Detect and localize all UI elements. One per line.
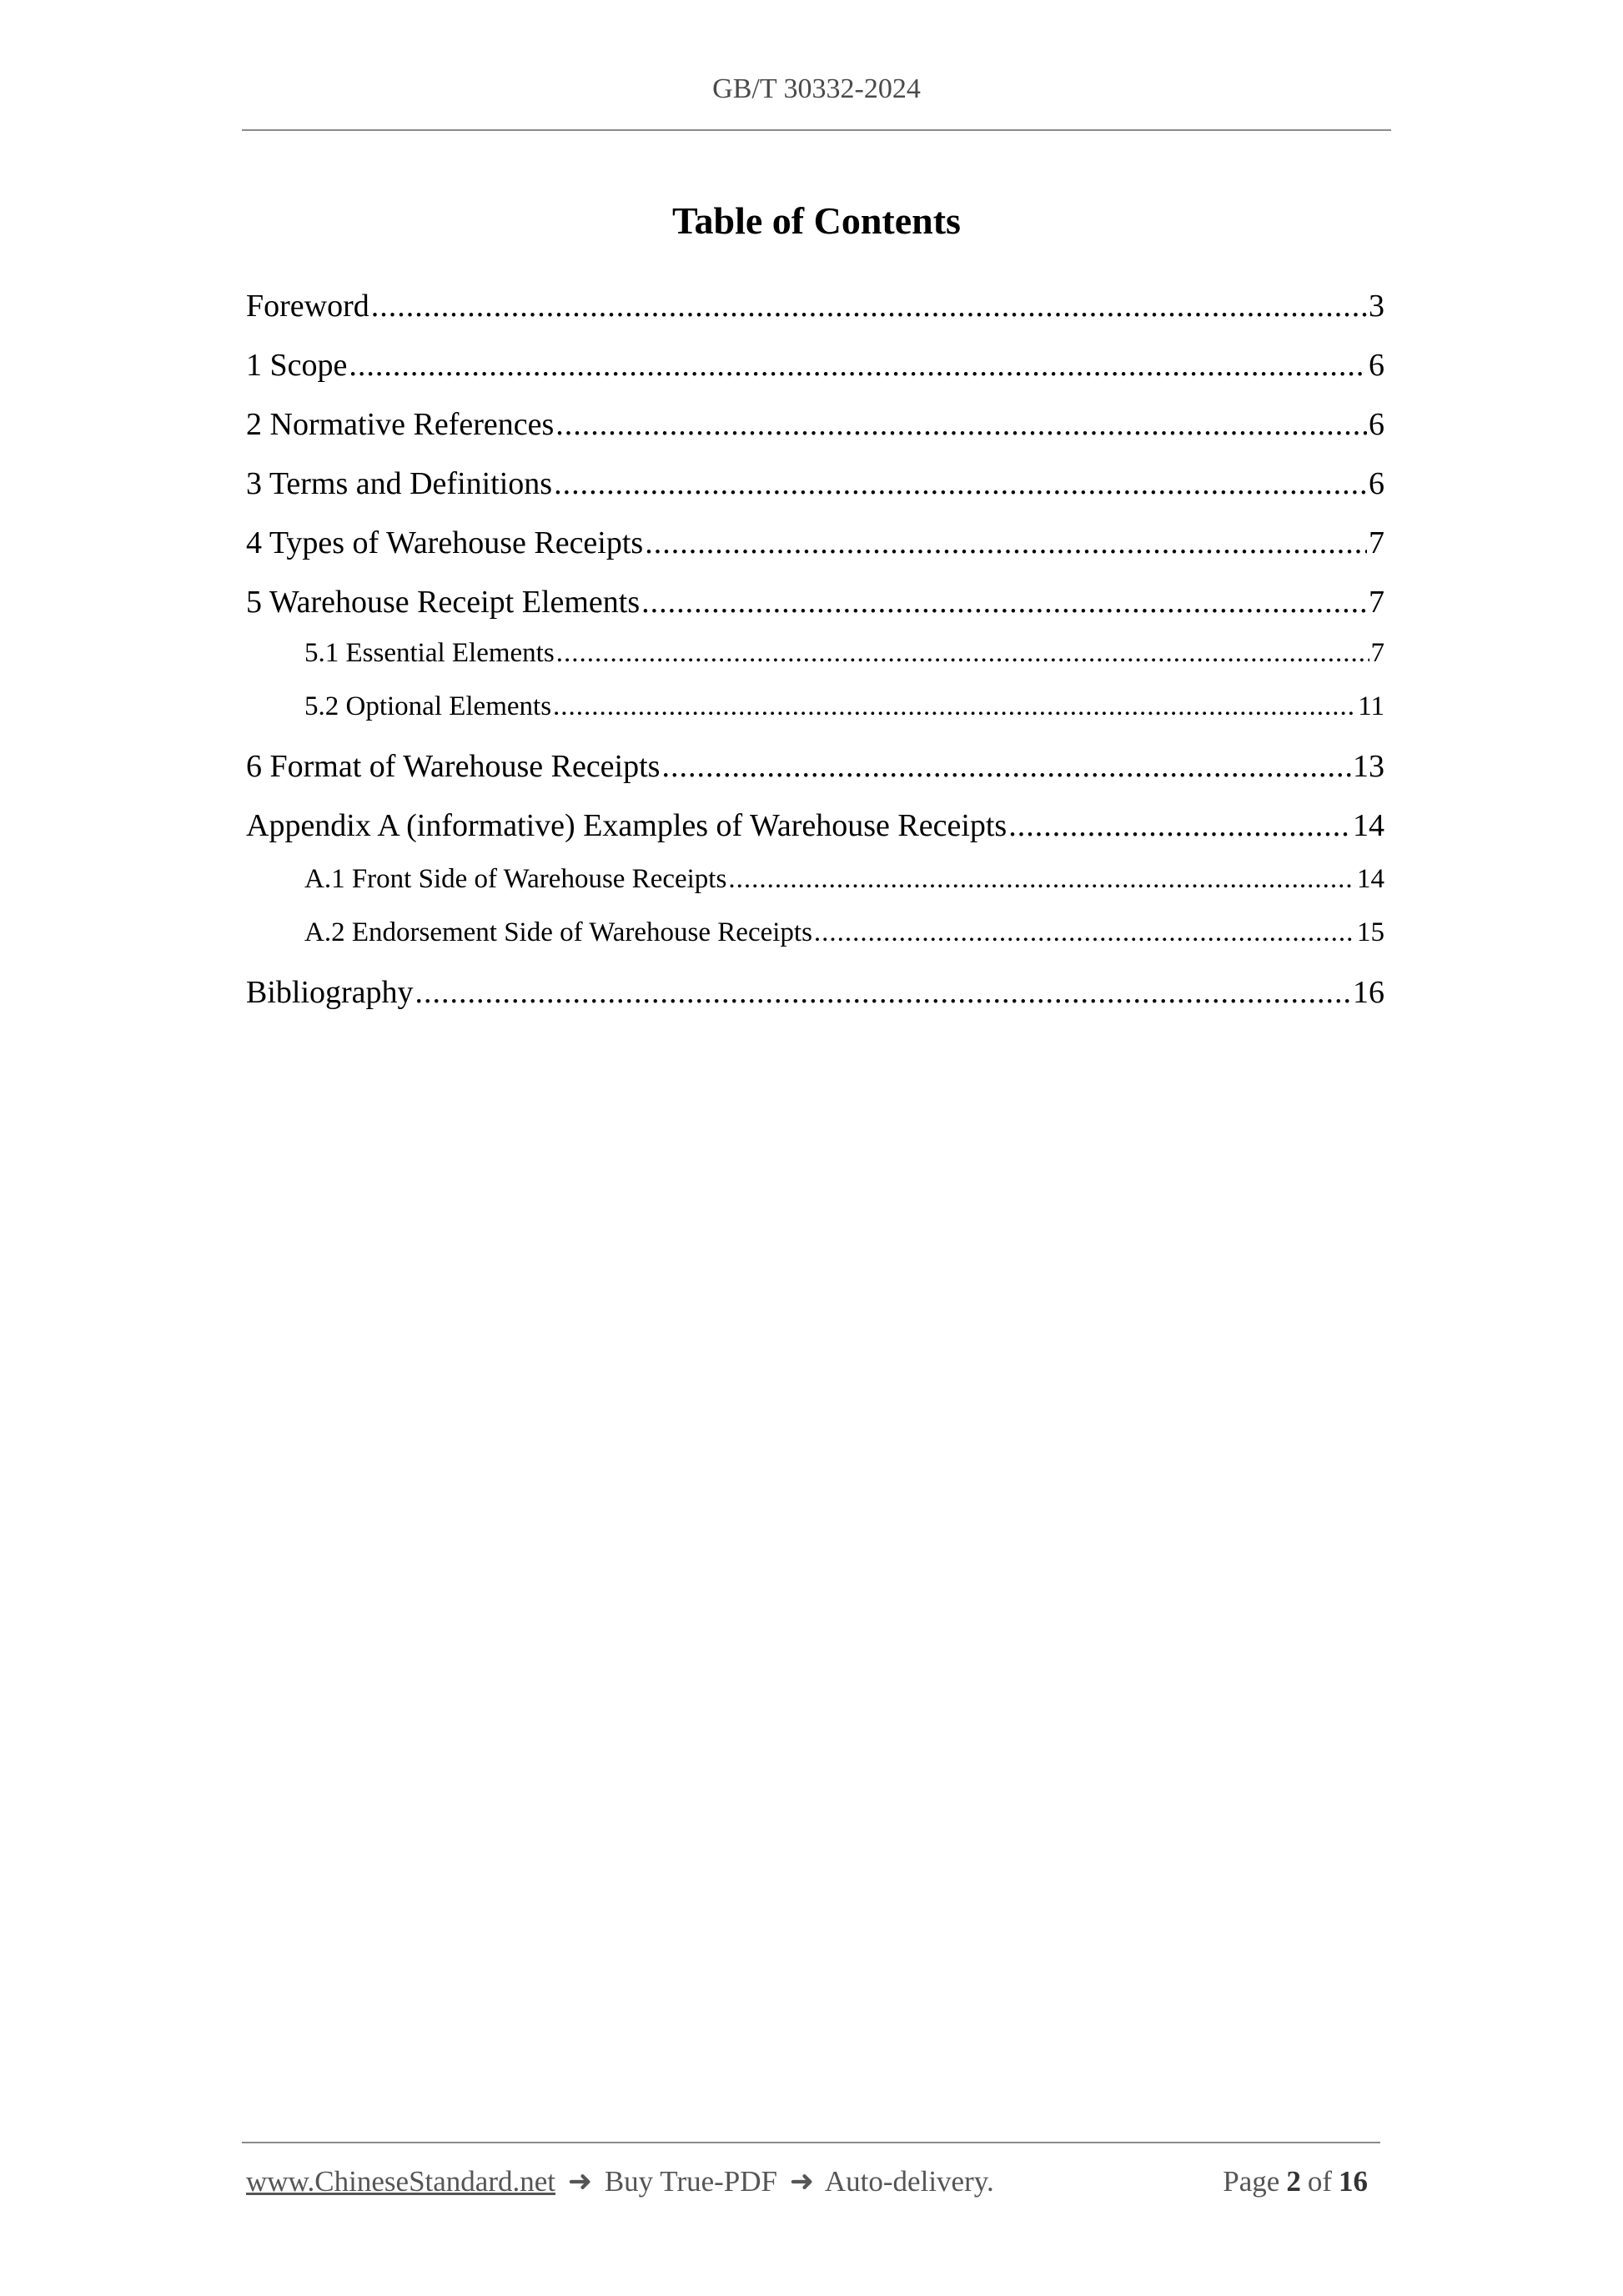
toc-title: Table of Contents [672,199,961,242]
footer-buy-text: Buy True-PDF [604,2165,777,2198]
toc-entry-label: Appendix A (informative) Examples of Warehouse Receipts [246,808,1007,843]
dot-leader [371,288,1367,324]
toc-entry-label: 5.1 Essential Elements [304,638,555,668]
of-word: of [1307,2165,1332,2198]
dot-leader [1008,807,1351,844]
toc-entry-page: 6 [1369,466,1384,501]
dot-leader [645,525,1367,561]
dot-leader [814,917,1355,948]
right-arrow-icon: ➜ [789,2165,815,2198]
website-link[interactable]: www.ChineseStandard.net [246,2165,555,2198]
toc-entry-bibliography[interactable] [246,974,1384,1011]
toc-entry-appendix-a[interactable] [246,807,1384,844]
toc-entry-page: 14 [1353,808,1384,843]
toc-entry-foreword[interactable] [246,288,1384,324]
header-divider [242,129,1391,131]
toc-entry-page: 13 [1353,749,1384,784]
toc-entry-label: Foreword [246,289,369,324]
toc-entry-front-side[interactable] [304,864,1384,895]
page-word: Page [1223,2165,1280,2198]
dot-leader [555,406,1367,443]
running-header: GB/T 30332-2024 [712,73,921,104]
toc-entry-scope[interactable] [246,347,1384,384]
toc-entry-page: 6 [1369,348,1384,383]
dot-leader [554,465,1367,502]
toc-entry-page: 16 [1353,975,1384,1010]
toc-entry-page: 3 [1369,289,1384,324]
footer-delivery-text: Auto-delivery. [824,2165,994,2198]
toc-entry-label: 6 Format of Warehouse Receipts [246,749,661,784]
toc-entry-optional-elements[interactable] [304,691,1384,722]
right-arrow-icon: ➜ [567,2165,593,2198]
total-pages: 16 [1339,2165,1368,2198]
toc-entry-types[interactable] [246,525,1384,561]
dot-leader [349,347,1367,384]
toc-entry-label: A.1 Front Side of Warehouse Receipts [304,864,727,894]
toc-entry-label: 2 Normative References [246,407,555,442]
dot-leader [728,864,1355,895]
toc-entry-label: 3 Terms and Definitions [246,466,553,501]
toc-entry-page: 14 [1357,864,1384,894]
toc-entry-format[interactable] [246,748,1384,785]
dot-leader [641,584,1367,620]
dot-leader [415,974,1351,1011]
toc-entry-page: 7 [1370,638,1384,668]
page-number [1223,2165,1374,2198]
toc-entry-label: 5 Warehouse Receipt Elements [246,585,641,620]
dot-leader [661,748,1351,785]
current-page: 2 [1286,2165,1301,2198]
toc-entry-page: 15 [1357,917,1384,947]
toc-entry-page: 7 [1369,585,1384,620]
toc-entry-elements[interactable] [246,584,1384,620]
dot-leader [553,691,1356,722]
toc-entry-page: 6 [1369,407,1384,442]
toc-entry-endorsement-side[interactable] [304,917,1384,948]
toc-entry-page: 7 [1369,525,1384,560]
toc-entry-label: 1 Scope [246,348,348,383]
toc-entry-normative-references[interactable] [246,406,1384,443]
toc-entry-label: 5.2 Optional Elements [304,691,552,721]
toc-entry-label: 4 Types of Warehouse Receipts [246,525,644,560]
dot-leader [556,638,1369,669]
toc-entry-essential-elements[interactable] [304,638,1384,669]
toc-entry-terms-definitions[interactable] [246,465,1384,502]
footer-divider [242,2142,1380,2143]
toc-entry-page: 11 [1358,691,1384,721]
toc-entry-label: A.2 Endorsement Side of Warehouse Receipts [304,917,812,947]
footer-promo [246,2165,994,2198]
toc-entry-label: Bibliography [246,975,414,1010]
